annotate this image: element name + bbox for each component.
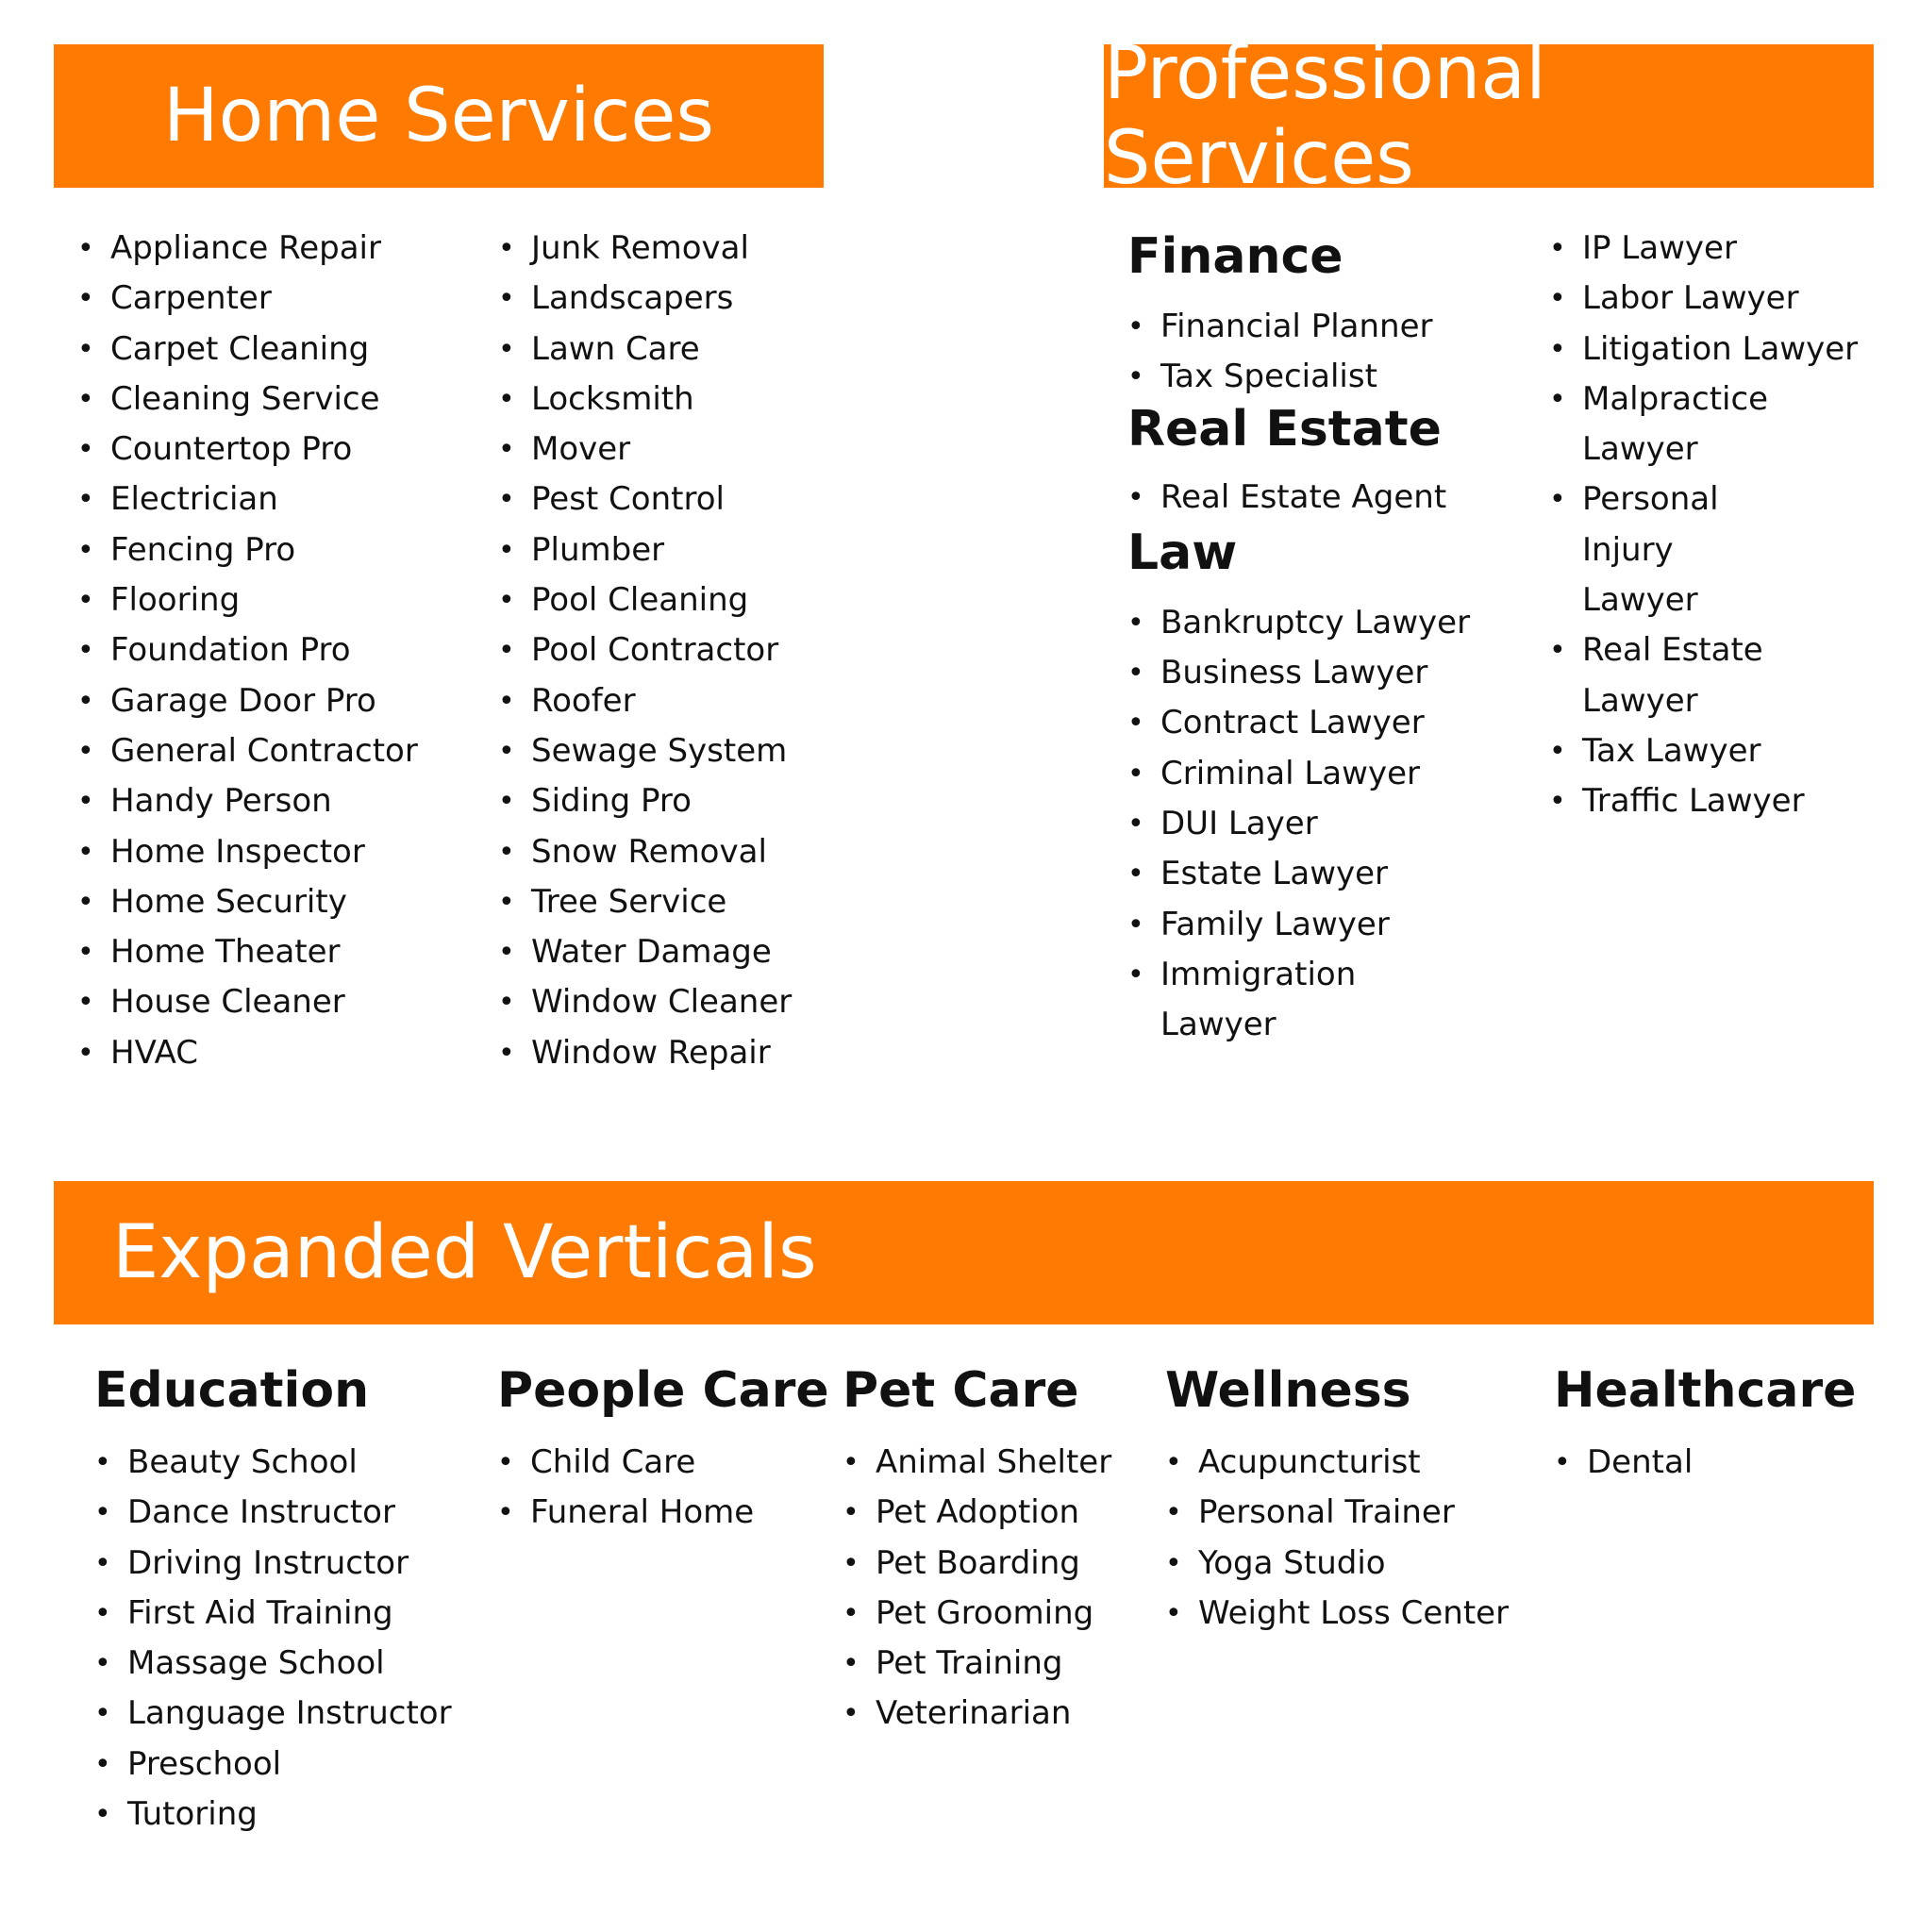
list-item: • Pet Boarding — [843, 1539, 1111, 1589]
list-item: • Tutoring — [94, 1790, 452, 1840]
professional-services-column-1 — [1127, 226, 1471, 1051]
expanded-verticals-banner — [54, 1181, 1874, 1324]
list-item: • Pet Adoption — [843, 1488, 1111, 1538]
list-item: • House Cleaner — [77, 977, 418, 1027]
list-item: • Sewage System — [498, 726, 792, 776]
list-item: • Water Damage — [498, 927, 792, 977]
law-heading: Law — [1127, 524, 1238, 581]
list-item: • Pest Control — [498, 475, 792, 525]
list-item: • Mover — [498, 425, 792, 475]
home-services-column-2 — [498, 224, 792, 1078]
list-item: • Foundation Pro — [77, 625, 418, 675]
finance-list — [1127, 302, 1467, 403]
education-column — [94, 1360, 452, 1840]
list-item: • Pet Grooming — [843, 1589, 1111, 1639]
pet-care-heading: Pet Care — [843, 1362, 1079, 1419]
list-item: • Home Security — [77, 877, 418, 927]
list-item: • Immigration Lawyer — [1127, 950, 1377, 1051]
list-item: • Window Repair — [498, 1028, 792, 1078]
list-item: • Business Lawyer — [1127, 648, 1467, 698]
list-item: • Beauty School — [94, 1438, 452, 1488]
list-item: • Electrician — [77, 475, 418, 525]
healthcare-list — [1554, 1438, 1856, 1488]
list-item: • Carpenter — [77, 274, 418, 324]
list-item: • Personal Injury Lawyer — [1549, 475, 1799, 625]
law-list — [1127, 598, 1471, 1051]
list-item: • Bankruptcy Lawyer — [1127, 598, 1467, 648]
home-services-banner — [54, 44, 824, 188]
list-item: • Appliance Repair — [77, 224, 418, 274]
list-item: • Preschool — [94, 1740, 452, 1790]
list-item: • Fencing Pro — [77, 525, 418, 575]
list-item: • Labor Lawyer — [1549, 274, 1861, 324]
list-item: • Family Lawyer — [1127, 900, 1467, 950]
people-care-heading: People Care — [497, 1362, 829, 1419]
list-item: • Malpractice Lawyer — [1549, 375, 1799, 475]
list-item: • IP Lawyer — [1549, 224, 1861, 274]
people-care-column — [497, 1360, 829, 1539]
list-item: • Flooring — [77, 575, 418, 625]
list-item: • Tax Specialist — [1127, 352, 1467, 402]
list-item: • Language Instructor — [94, 1689, 452, 1739]
list-item: • Animal Shelter — [843, 1438, 1111, 1488]
list-item: • Weight Loss Center — [1165, 1589, 1509, 1639]
list-item: • Estate Lawyer — [1127, 849, 1467, 899]
list-item: • Contract Lawyer — [1127, 698, 1467, 748]
wellness-heading: Wellness — [1165, 1362, 1411, 1419]
list-item: • Massage School — [94, 1639, 452, 1689]
professional-services-title: Professional Services — [1104, 31, 1546, 201]
list-item: • First Aid Training — [94, 1589, 452, 1639]
list-item: • Cleaning Service — [77, 375, 418, 425]
list-item: • Snow Removal — [498, 827, 792, 877]
expanded-verticals-title: Expanded Verticals — [112, 1210, 817, 1295]
list-item: • Locksmith — [498, 375, 792, 425]
list-item: • Countertop Pro — [77, 425, 418, 475]
list-item: • Dental — [1554, 1438, 1856, 1488]
list-item: • Financial Planner — [1127, 302, 1467, 352]
list-item: • Lawn Care — [498, 325, 792, 375]
list-item: • Pool Cleaning — [498, 575, 792, 625]
professional-services-column-2 — [1549, 224, 1861, 827]
list-item: • General Contractor — [77, 726, 418, 776]
list-item: • Home Theater — [77, 927, 418, 977]
list-item: • Litigation Lawyer — [1549, 325, 1861, 375]
healthcare-column — [1554, 1360, 1856, 1488]
list-item: • Tax Lawyer — [1549, 726, 1861, 776]
list-item: • Veterinarian — [843, 1689, 1111, 1739]
law-list-2 — [1549, 224, 1861, 827]
list-item: • Traffic Lawyer — [1549, 776, 1861, 826]
list-item: • Pet Training — [843, 1639, 1111, 1689]
list-item: • Plumber — [498, 525, 792, 575]
list-item: • Handy Person — [77, 776, 418, 826]
list-item: • Driving Instructor — [94, 1539, 452, 1589]
healthcare-heading: Healthcare — [1554, 1362, 1857, 1419]
list-item: • Acupuncturist — [1165, 1438, 1509, 1488]
real-estate-heading: Real Estate — [1127, 400, 1442, 458]
list-item: • Real Estate Agent — [1127, 473, 1467, 523]
home-services-list-1 — [77, 224, 418, 1078]
wellness-list — [1165, 1438, 1509, 1639]
real-estate-list — [1127, 473, 1467, 523]
list-item: • Child Care — [497, 1438, 829, 1488]
wellness-column — [1165, 1360, 1509, 1639]
list-item: • Real Estate Lawyer — [1549, 625, 1799, 726]
education-heading: Education — [94, 1362, 370, 1419]
list-item: • Window Cleaner — [498, 977, 792, 1027]
list-item: • HVAC — [77, 1028, 418, 1078]
list-item: • Personal Trainer — [1165, 1488, 1509, 1538]
home-services-title: Home Services — [162, 74, 715, 158]
list-item: • Criminal Lawyer — [1127, 749, 1467, 799]
finance-heading: Finance — [1127, 228, 1343, 285]
home-services-list-2 — [498, 224, 792, 1078]
list-item: • Dance Instructor — [94, 1488, 452, 1538]
list-item: • DUI Layer — [1127, 799, 1467, 849]
pet-care-column — [843, 1360, 1111, 1740]
list-item: • Landscapers — [498, 274, 792, 324]
list-item: • Yoga Studio — [1165, 1539, 1509, 1589]
list-item: • Funeral Home — [497, 1488, 829, 1538]
list-item: • Roofer — [498, 676, 792, 726]
professional-services-banner — [1104, 31, 1874, 201]
list-item: • Tree Service — [498, 877, 792, 927]
people-care-list — [497, 1438, 829, 1539]
list-item: • Home Inspector — [77, 827, 418, 877]
list-item: • Siding Pro — [498, 776, 792, 826]
list-item: • Garage Door Pro — [77, 676, 418, 726]
list-item: • Pool Contractor — [498, 625, 792, 675]
home-services-column-1 — [77, 224, 418, 1078]
education-list — [94, 1438, 452, 1840]
list-item: • Junk Removal — [498, 224, 792, 274]
list-item: • Carpet Cleaning — [77, 325, 418, 375]
pet-care-list — [843, 1438, 1111, 1740]
